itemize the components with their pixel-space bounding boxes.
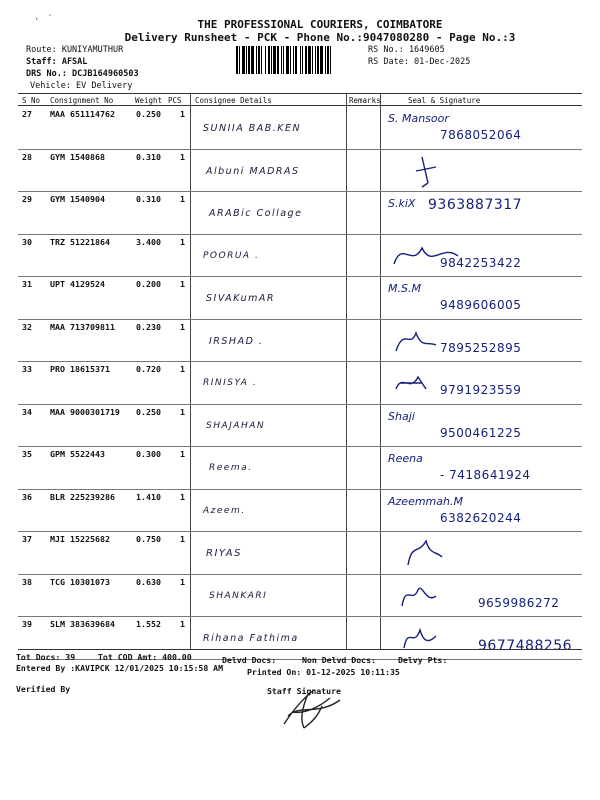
cell-sno: 33 [22, 364, 32, 374]
receiver-signature: M.S.M [388, 282, 421, 295]
cell-pcs: 1 [180, 236, 185, 247]
rs-date: RS Date: 01-Dec-2025 [368, 57, 471, 67]
cell-consignment: MJI 15225682 [50, 534, 110, 544]
cell-consignment: BLR 225239286 [50, 491, 115, 502]
cell-consignment: MAA 651114762 [50, 109, 115, 119]
cell-weight: 0.310 [136, 194, 161, 204]
cell-consignment: GYM 1540868 [50, 151, 105, 162]
receiver-signature: S.kiX [388, 197, 416, 210]
receiver-phone: 9659986272 [478, 595, 560, 610]
signature-scribble [392, 323, 462, 359]
table-row [0, 106, 600, 148]
cell-sno: 31 [22, 279, 32, 289]
cell-consignment: GPM 5522443 [50, 449, 105, 459]
signature-scribble [392, 153, 462, 189]
drs-label: DRS No.: DCJB164960503 [26, 69, 139, 79]
consignee-handwriting: RIYAS [206, 548, 242, 559]
verified-by: Verified By [16, 684, 71, 694]
table-row [0, 149, 600, 191]
table-row [0, 574, 600, 616]
cell-weight: 0.230 [136, 321, 161, 332]
cell-weight: 0.250 [136, 109, 161, 119]
rs-number: RS No.: 1649605 [368, 45, 445, 55]
col-sno: S No [22, 96, 41, 105]
consignee-handwriting: SUNIIA BAB.KEN [203, 123, 302, 134]
cell-sno: 35 [22, 449, 32, 459]
cell-pcs: 1 [180, 364, 185, 374]
table-row [0, 446, 600, 488]
consignee-handwriting: Reema. [209, 463, 253, 473]
col-consignee: Consignee Details [195, 96, 272, 105]
cell-consignment: UPT 4129524 [50, 279, 105, 289]
signature-scribble [392, 365, 462, 401]
col-weight: Weight [135, 96, 163, 105]
table-row [0, 276, 600, 318]
receiver-phone: 9489606005 [440, 298, 522, 312]
consignee-handwriting: Azeem. [203, 505, 246, 516]
cell-sno: 28 [22, 151, 32, 162]
cell-consignment: TRZ 51221864 [50, 236, 110, 247]
cell-weight: 3.400 [136, 236, 161, 247]
header-top-rule [18, 93, 582, 94]
cell-sno: 27 [22, 109, 32, 119]
table-row [0, 234, 600, 276]
table-row [0, 404, 600, 446]
table-row [0, 361, 600, 403]
receiver-signature: Shaji [388, 409, 415, 423]
cell-sno: 38 [22, 576, 32, 587]
cell-weight: 0.630 [136, 576, 161, 587]
cell-weight: 1.552 [136, 619, 161, 629]
cell-sno: 39 [22, 619, 32, 629]
consignee-handwriting: ARABic Collage [209, 208, 303, 219]
cell-consignment: MAA 713709811 [50, 321, 115, 332]
receiver-signature: S. Mansoor [388, 112, 449, 125]
cell-consignment: PRO 18615371 [50, 364, 110, 374]
receiver-phone: 9363887317 [428, 197, 523, 213]
cell-weight: 0.300 [136, 449, 161, 459]
col-pcs: PCS [168, 96, 182, 105]
delivered-docs: Delvd Docs: [222, 655, 277, 665]
table-row [0, 489, 600, 531]
consignee-handwriting: SHANKARI [209, 590, 268, 601]
cell-weight: 0.750 [136, 534, 161, 544]
cell-consignment: MAA 9000301719 [50, 406, 120, 417]
cell-sno: 29 [22, 194, 32, 204]
cell-weight: 0.310 [136, 151, 161, 162]
table-row [0, 616, 600, 658]
cell-sno: 36 [22, 491, 32, 502]
cell-weight: 0.250 [136, 406, 161, 417]
receiver-phone: 6382620244 [440, 510, 522, 525]
receiver-phone: 7895252895 [440, 340, 522, 355]
cell-sno: 37 [22, 534, 32, 544]
receiver-phone: 9500461225 [440, 425, 522, 440]
cell-sno: 30 [22, 236, 32, 247]
cell-pcs: 1 [180, 534, 185, 544]
stray-mark: · [34, 15, 40, 25]
receiver-signature: Reena [388, 452, 423, 465]
company-title: THE PROFESSIONAL COURIERS, COIMBATORE [197, 18, 443, 31]
consignee-handwriting: IRSHAD . [209, 335, 264, 347]
table-row [0, 191, 600, 233]
col-remarks: Remarks [349, 96, 381, 105]
cell-sno: 34 [22, 406, 32, 417]
consignee-handwriting: POORUA . [203, 250, 260, 261]
cell-weight: 0.720 [136, 364, 161, 374]
cell-consignment: TCG 10301073 [50, 576, 110, 587]
table-row [0, 319, 600, 361]
cell-pcs: 1 [180, 279, 185, 289]
cell-pcs: 1 [180, 619, 185, 629]
cell-pcs: 1 [180, 449, 185, 459]
cell-weight: 0.200 [136, 279, 161, 289]
receiver-signature: Azeemmah.M [388, 494, 463, 508]
cell-weight: 1.410 [136, 491, 161, 502]
cell-consignment: GYM 1540904 [50, 194, 105, 204]
staff-signature-label: Staff Signature [267, 686, 341, 696]
staff-signature [278, 686, 348, 732]
signature-scribble [392, 620, 462, 656]
col-seal: Seal & Signature [408, 96, 481, 105]
consignee-handwriting: RINISYA . [203, 378, 258, 388]
printed-on: Printed On: 01-12-2025 10:11:35 [247, 667, 400, 677]
runsheet-subtitle: Delivery Runsheet - PCK - Phone No.:9047080280 - Page No.:3 [124, 31, 516, 44]
entered-by: Entered By :KAVIPCK 12/01/2025 10:15:58 AM [16, 663, 224, 673]
cell-pcs: 1 [180, 576, 185, 587]
cell-pcs: 1 [180, 194, 185, 204]
consignee-handwriting: Albuni MADRAS [206, 165, 300, 177]
cell-sno: 32 [22, 321, 32, 332]
total-cod: Tot COD Amt: 400.00 [98, 652, 192, 662]
receiver-phone: - 7418641924 [440, 468, 531, 482]
delivery-points: Delvy Pts: [398, 655, 448, 665]
cell-pcs: 1 [180, 491, 185, 502]
consignee-handwriting: Rihana Fathima [203, 633, 299, 644]
signature-scribble [392, 578, 462, 614]
route-label: Route: KUNIYAMUTHUR [26, 45, 124, 55]
table-bottom-rule [18, 649, 582, 650]
signature-scribble [392, 535, 462, 571]
table-row [0, 531, 600, 573]
barcode [236, 46, 364, 74]
col-consignment: Consignment No [50, 96, 114, 105]
receiver-phone: 9677488256 [478, 638, 573, 654]
cell-pcs: 1 [180, 109, 185, 119]
total-docs: Tot Docs: 39 [16, 652, 76, 662]
stray-mark: ˙ [47, 14, 54, 25]
signature-scribble [392, 238, 462, 274]
cell-pcs: 1 [180, 151, 185, 162]
staff-label: Staff: AFSAL [26, 57, 88, 67]
cell-consignment: SLM 383639684 [50, 619, 115, 629]
consignee-handwriting: SIVAKumAR [206, 293, 276, 304]
receiver-phone: 9791923559 [440, 383, 522, 397]
non-delivered-docs: Non Delvd Docs: [302, 655, 376, 665]
vehicle-label: Vehicle: EV Delivery [30, 81, 133, 91]
consignee-handwriting: SHAJAHAN [206, 420, 266, 431]
receiver-phone: 7868052064 [440, 128, 522, 142]
cell-pcs: 1 [180, 321, 185, 332]
receiver-phone: 9842253422 [440, 255, 522, 270]
cell-pcs: 1 [180, 406, 185, 417]
